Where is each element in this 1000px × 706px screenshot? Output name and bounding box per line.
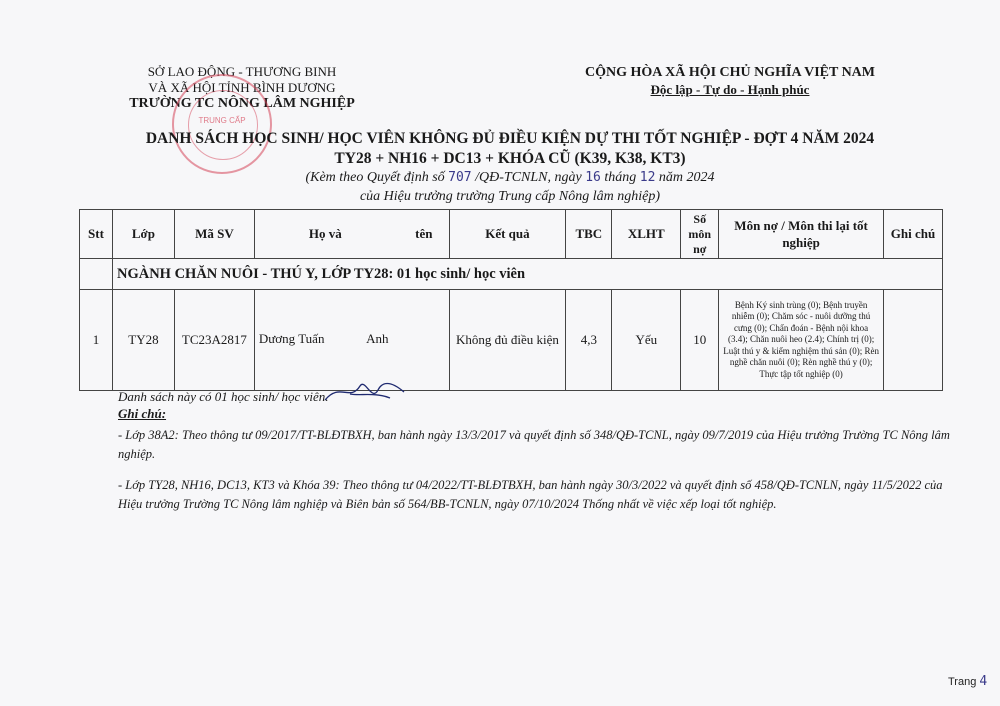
col-lop: Lớp: [112, 210, 174, 259]
seal-text: TRUNG CẤP: [198, 116, 246, 125]
document-title: DANH SÁCH HỌC SINH/ HỌC VIÊN KHÔNG ĐỦ ĐIỀU KIỆN DỰ THI TỐT NGHIỆP - ĐỢT 4 NĂM 2024: [145, 130, 875, 147]
decision-day: 16: [585, 170, 601, 185]
student-table: [79, 209, 943, 391]
nation-name: CỘNG HÒA XÃ HỘI CHỦ NGHĨA VIỆT NAM: [584, 65, 875, 80]
cell-ten: Anh: [366, 331, 389, 346]
document-subtitle: TY28 + NH16 + DC13 + KHÓA CŨ (K39, K38, KT3): [334, 150, 686, 167]
section-blank-cell: [80, 259, 113, 290]
section-row: [80, 259, 943, 290]
month-label: tháng: [604, 170, 637, 185]
col-ghi-chu: Ghi chú: [883, 210, 942, 259]
col-stt: Stt: [80, 210, 113, 259]
cell-ho: Dương Tuấn: [258, 331, 325, 346]
issuer-reference: của Hiệu trưởng trường Trung cấp Nông lâm nghiệp): [359, 189, 661, 204]
note-1: - Lớp 38A2: Theo thông tư 09/2017/TT-BLĐTBXH, ban hành ngày 13/3/2017 và quyết định số 348/QĐ-TCNL, ngày 09/7/2019 của Hiệu trưởng Trường TC Nông lâm nghiệp.: [118, 428, 950, 461]
decision-year: năm 2024: [658, 170, 715, 185]
note-2: - Lớp TY28, NH16, DC13, KT3 và Khóa 39: Theo thông tư 04/2022/TT-BLĐTBXH, ban hành ngày 30/3/2022 và quyết định số 458/QĐ-TCNLN, ngày 11/5/2022 của Hiệu trưởng Trường TC Nông lâm nghiệp và Biên bản số 564/BB-TCNLN, ngày 07/10/2024 Thống nhất về việc xếp loại tốt nghiệp.: [118, 478, 943, 511]
col-xlht: XLHT: [612, 210, 681, 259]
cell-ma-sv: TC23A2817: [174, 290, 254, 391]
cell-lop: TY28: [112, 290, 174, 391]
cell-xlht: Yếu: [612, 290, 681, 391]
table-row: [80, 290, 943, 391]
nation-motto: Độc lập - Tự do - Hạnh phúc: [650, 82, 810, 97]
decision-reference: [60, 170, 960, 186]
cell-ghi-chu: [883, 290, 942, 391]
decision-month: 12: [639, 170, 656, 185]
cell-so-mon-no: 10: [681, 290, 719, 391]
decision-mid: /QĐ-TCNLN, ngày: [475, 170, 582, 185]
signature-mark: [320, 372, 410, 412]
school-name: TRƯỜNG TC NÔNG LÂM NGHIỆP: [129, 96, 355, 111]
col-tbc: TBC: [566, 210, 612, 259]
notes-heading: Ghi chú:: [118, 406, 167, 421]
col-mon-no: Môn nợ / Môn thi lại tốt nghiệp: [719, 210, 884, 259]
col-ho-va: Họ và: [308, 226, 342, 241]
col-ten: tên: [415, 226, 433, 241]
cell-tbc: 4,3: [566, 290, 612, 391]
ministry-line-2: VÀ XÃ HỘI TỈNH BÌNH DƯƠNG: [148, 80, 336, 95]
page-value: 4: [979, 674, 988, 689]
cell-ket-qua: Không đủ điều kiện: [449, 290, 566, 391]
page-number: [948, 674, 987, 689]
section-title: NGÀNH CHĂN NUÔI - THÚ Y, LỚP TY28: 01 học sinh/ học viên: [112, 259, 942, 290]
table-header-row: [80, 210, 943, 259]
summary-line: Danh sách này có 01 học sinh/ học viên.: [118, 389, 329, 404]
decision-prefix: (Kèm theo Quyết định số: [305, 170, 445, 185]
page-label: Trang: [948, 676, 977, 688]
national-heading: [520, 64, 940, 98]
decision-number: 707: [448, 170, 472, 185]
col-ket-qua: Kết quả: [449, 210, 566, 259]
col-ma-sv: Mã SV: [174, 210, 254, 259]
cell-mon-no: Bệnh Ký sinh trùng (0); Bệnh truyền nhiễm (0); Chăm sóc - nuôi dưỡng thú cưng (0); Chẩn đoán - Bệnh nội khoa (3.4); Chăn nuôi heo (2.4); Chính trị (0); Luật thú y & kiểm nghiệm thú sản (0); Rèn nghề chăn nuôi (0); Rèn nghề thú y (0); Thực tập tốt nghiệp (0): [719, 290, 884, 391]
col-ho-ten: [254, 210, 449, 259]
cell-stt: 1: [80, 290, 113, 391]
ministry-line-1: SỞ LAO ĐỘNG - THƯƠNG BINH: [147, 64, 337, 79]
col-so-mon-no: Số môn nợ: [681, 210, 719, 259]
